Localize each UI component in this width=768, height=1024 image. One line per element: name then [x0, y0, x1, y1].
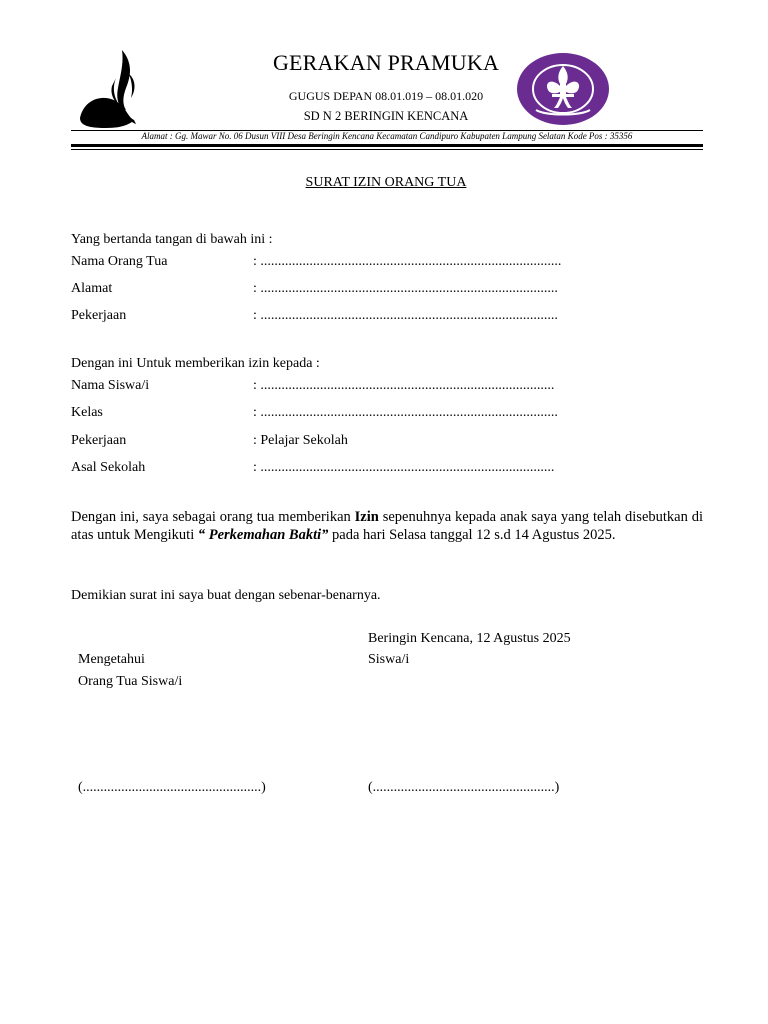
signature-blank-student: (....................................................) [368, 780, 560, 795]
field-label-class: Kelas [71, 405, 103, 420]
body-text-izin: Izin [354, 509, 379, 525]
field-label-school-origin: Asal Sekolah [71, 460, 146, 475]
field-value-student-job: : Pelajar Sekolah [253, 433, 348, 448]
signature-label-parent: Orang Tua Siswa/i [78, 674, 183, 689]
field-label-parent-name: Nama Orang Tua [71, 254, 168, 269]
field-label-student-name: Nama Siswa/i [71, 378, 150, 393]
field-value-parent-name: : ...................................................................................... [253, 254, 562, 269]
intro-text: Yang bertanda tangan di bawah ini : [71, 232, 273, 247]
closing-statement: Demikian surat ini saya buat dengan sebenar-benarnya. [71, 588, 381, 603]
school-address: Alamat : Gg. Mawar No. 06 Dusun VIII Desa Beringin Kencana Kecamatan Candipuro Kabupaten Lampung Selatan Kode Pos : 35356 [141, 131, 633, 141]
event-name: “ Perkemahan Bakti” [197, 526, 329, 543]
gugus-depan-number: GUGUS DEPAN 08.01.019 – 08.01.020 [288, 89, 484, 103]
signature-label-acknowledged: Mengetahui [78, 652, 145, 667]
body-text-part3: pada hari Selasa tanggal 12 s.d 14 Agustus 2025. [328, 526, 616, 543]
field-label-address: Alamat [71, 281, 113, 296]
place-date: Beringin Kencana, 12 Agustus 2025 [368, 631, 571, 646]
field-value-class: : ..................................................................................... [253, 405, 558, 420]
permission-paragraph [71, 509, 703, 544]
signature-blank-parent: (...................................................) [78, 780, 266, 795]
field-value-student-name: : .................................................................................... [253, 378, 555, 393]
body-text-part1: Dengan ini, saya sebagai orang tua memberikan [71, 509, 355, 525]
organization-title: GERAKAN PRAMUKA [272, 50, 500, 75]
field-value-parent-job: : ..................................................................................... [253, 308, 558, 323]
header-bottom-rule [71, 149, 703, 150]
signature-label-student: Siswa/i [368, 652, 410, 667]
field-value-address: : ..................................................................................... [253, 281, 558, 296]
school-name: SD N 2 BERINGIN KENCANA [303, 109, 469, 123]
permission-intro-text: Dengan ini Untuk memberikan izin kepada : [71, 356, 320, 371]
letter-title: SURAT IZIN ORANG TUA [305, 175, 467, 190]
header-thick-rule [71, 144, 703, 147]
field-value-school-origin: : .................................................................................... [253, 460, 555, 475]
body-text-part2: sepenuhnya kepada anak saya yang telah disebutkan di atas untuk Mengikuti [71, 509, 704, 543]
field-label-parent-job: Pekerjaan [71, 308, 127, 323]
field-label-student-job: Pekerjaan [71, 433, 127, 448]
